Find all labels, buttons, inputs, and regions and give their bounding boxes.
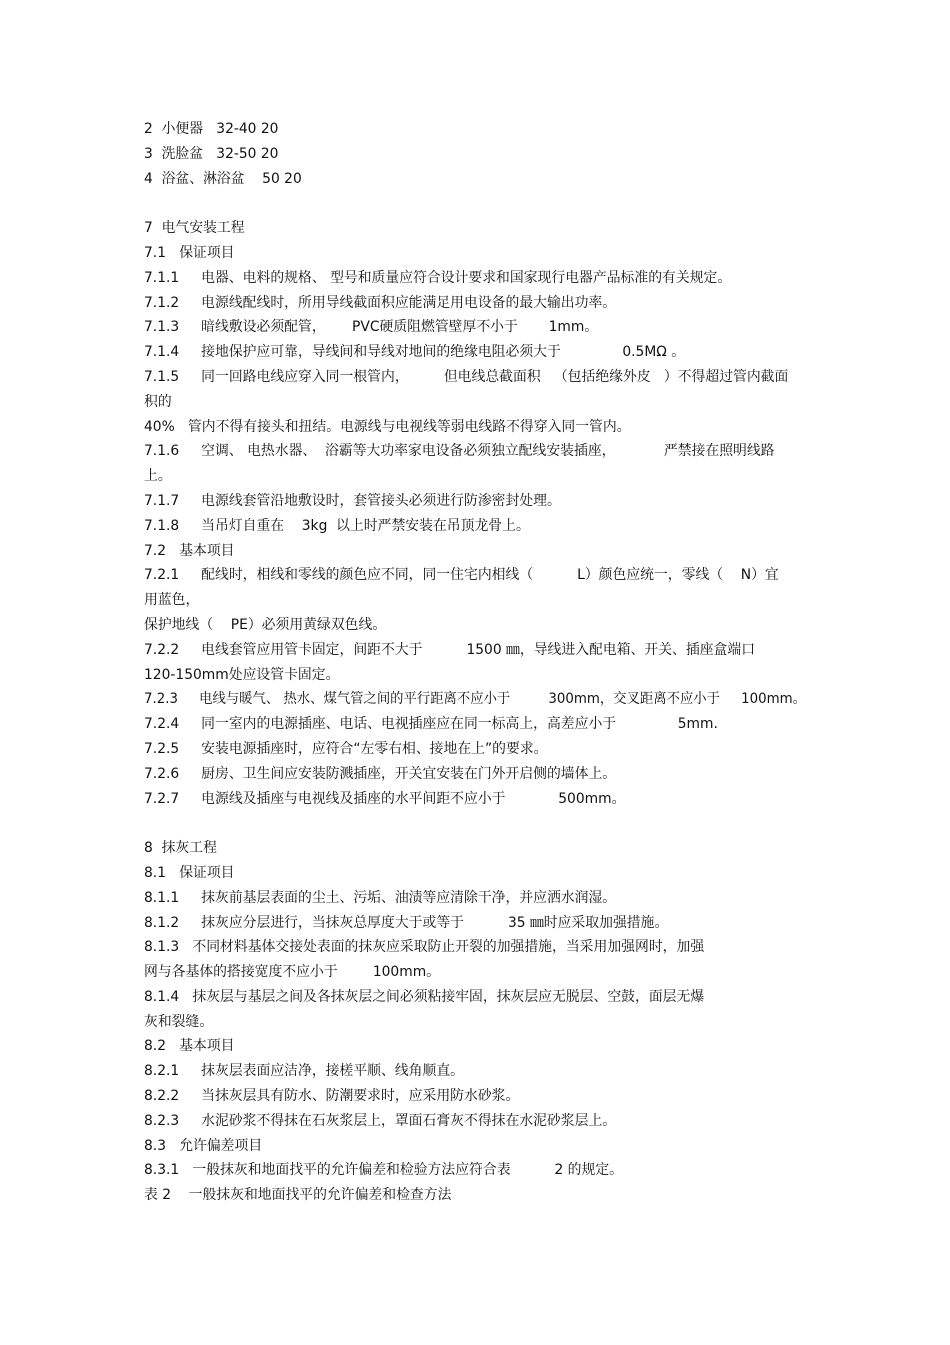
text-line: 7.2.4 同一室内的电源插座、电话、电视插座应在同一标高上，高差应小于 5mm.: [144, 716, 718, 733]
text-line: 灰和裂缝。: [144, 1013, 214, 1030]
text-line: 网与各基体的搭接宽度不应小于 100mm。: [144, 964, 441, 981]
text-line: 7.1.2 电源线配线时，所用导线截面积应能满足用电设备的最大输出功率。: [144, 294, 617, 311]
text-line: 7.2 基本项目: [144, 542, 235, 559]
text-line: 保护地线（ PE）必须用黄绿双色线。: [144, 616, 387, 633]
text-line: 40% 管内不得有接头和扭结。电源线与电视线等弱电线路不得穿入同一管内。: [144, 418, 631, 435]
text-line: 上。: [144, 468, 172, 485]
text-line: 4 浴盆、淋浴盆 50 20: [144, 170, 302, 187]
text-line: 7.2.7 电源线及插座与电视线及插座的水平间距不应小于 500mm。: [144, 790, 626, 807]
text-line: 8.2.2 当抹灰层具有防水、防潮要求时，应采用防水砂浆。: [144, 1088, 520, 1105]
text-line: 7.2.1 配线时，相线和零线的颜色应不同，同一住宅内相线（ L）颜色应统一，零线（ N）宜: [144, 567, 779, 584]
text-line: 7.1.1 电器、电料的规格、 型号和质量应符合设计要求和国家现行电器产品标准的有关规定。: [144, 269, 732, 286]
text-line: 8.2.3 水泥砂浆不得抹在石灰浆层上，罩面石膏灰不得抹在水泥砂浆层上。: [144, 1112, 617, 1129]
text-line: 7.2.2 电线套管应用管卡固定，间距不大于 1500 ㎜，导线进入配电箱、开关、插座盒端口: [144, 641, 756, 658]
text-line: 2 小便器 32-40 20: [144, 121, 279, 137]
text-line: 8.2.1 抹灰层表面应洁净，接槎平顺、线角顺直。: [144, 1063, 464, 1080]
blank-line: [144, 191, 806, 216]
text-line: 8.1 保证项目: [144, 864, 235, 881]
text-line: 8.1.2 抹灰应分层进行，当抹灰总厚度大于或等于 35 ㎜时应采取加强措施。: [144, 914, 669, 931]
text-line: 7.1.6 空调、 电热水器、 浴霸等大功率家电设备必须独立配线安装插座， 严禁接在照明线路: [144, 443, 775, 460]
text-line: 7.2.6 厨房、卫生间应安装防溅插座，开关宜安装在门外开启侧的墙体上。: [144, 765, 617, 782]
text-line: 8.1.1 抹灰前基层表面的尘土、污垢、油渍等应清除干净，并应洒水润湿。: [144, 889, 617, 906]
text-line: 120-150mm处应设管卡固定。: [144, 666, 340, 683]
text-line: 8.2 基本项目: [144, 1038, 235, 1055]
text-line: 8.1.3 不同材料基体交接处表面的抹灰应采取防止开裂的加强措施，当采用加强网时，加强: [144, 939, 705, 956]
text-line: 8 抹灰工程: [144, 840, 217, 857]
text-line: 8.3.1 一般抹灰和地面找平的允许偏差和检验方法应符合表 2 的规定。: [144, 1162, 624, 1179]
text-line: 7 电气安装工程: [144, 220, 245, 237]
text-line: 用蓝色，: [144, 592, 200, 609]
document-body: [144, 117, 814, 1208]
text-line: 7.1.7 电源线套管沿地敷设时，套管接头必须进行防渗密封处理。: [144, 492, 561, 509]
text-line: 3 洗脸盆 32-50 20: [144, 145, 279, 162]
text-line: 积的: [144, 393, 172, 410]
text-line: 7.1.8 当吊灯自重在 3kg 以上时严禁安装在吊顶龙骨上。: [144, 517, 530, 534]
text-line: 7.2.3 电线与暖气、 热水、煤气管之间的平行距离不应小于 300mm，交叉距离不应小于 100mm。: [144, 691, 806, 708]
text-line: 表 2 一般抹灰和地面找平的允许偏差和检查方法: [144, 1187, 452, 1204]
text-line: 7.1.5 同一回路电线应穿入同一根管内， 但电线总截面积 （包括绝缘外皮 ）不得超过管内截面: [144, 368, 789, 385]
text-line: 7.1.3 暗线敷设必须配管， PVC硬质阻燃管壁厚不小于 1mm。: [144, 319, 599, 336]
blank-line: [144, 811, 806, 836]
text-line: 8.1.4 抹灰层与基层之间及各抹灰层之间必须粘接牢固，抹灰层应无脱层、空鼓，面层无爆: [144, 988, 705, 1005]
text-line: 8.3 允许偏差项目: [144, 1137, 263, 1154]
text-line: 7.1.4 接地保护应可靠，导线间和导线对地间的绝缘电阻必须大于 0.5MΩ 。: [144, 344, 686, 361]
text-line: 7.2.5 安装电源插座时，应符合“左零右相、接地在上”的要求。: [144, 740, 548, 757]
text-line: 7.1 保证项目: [144, 244, 235, 261]
